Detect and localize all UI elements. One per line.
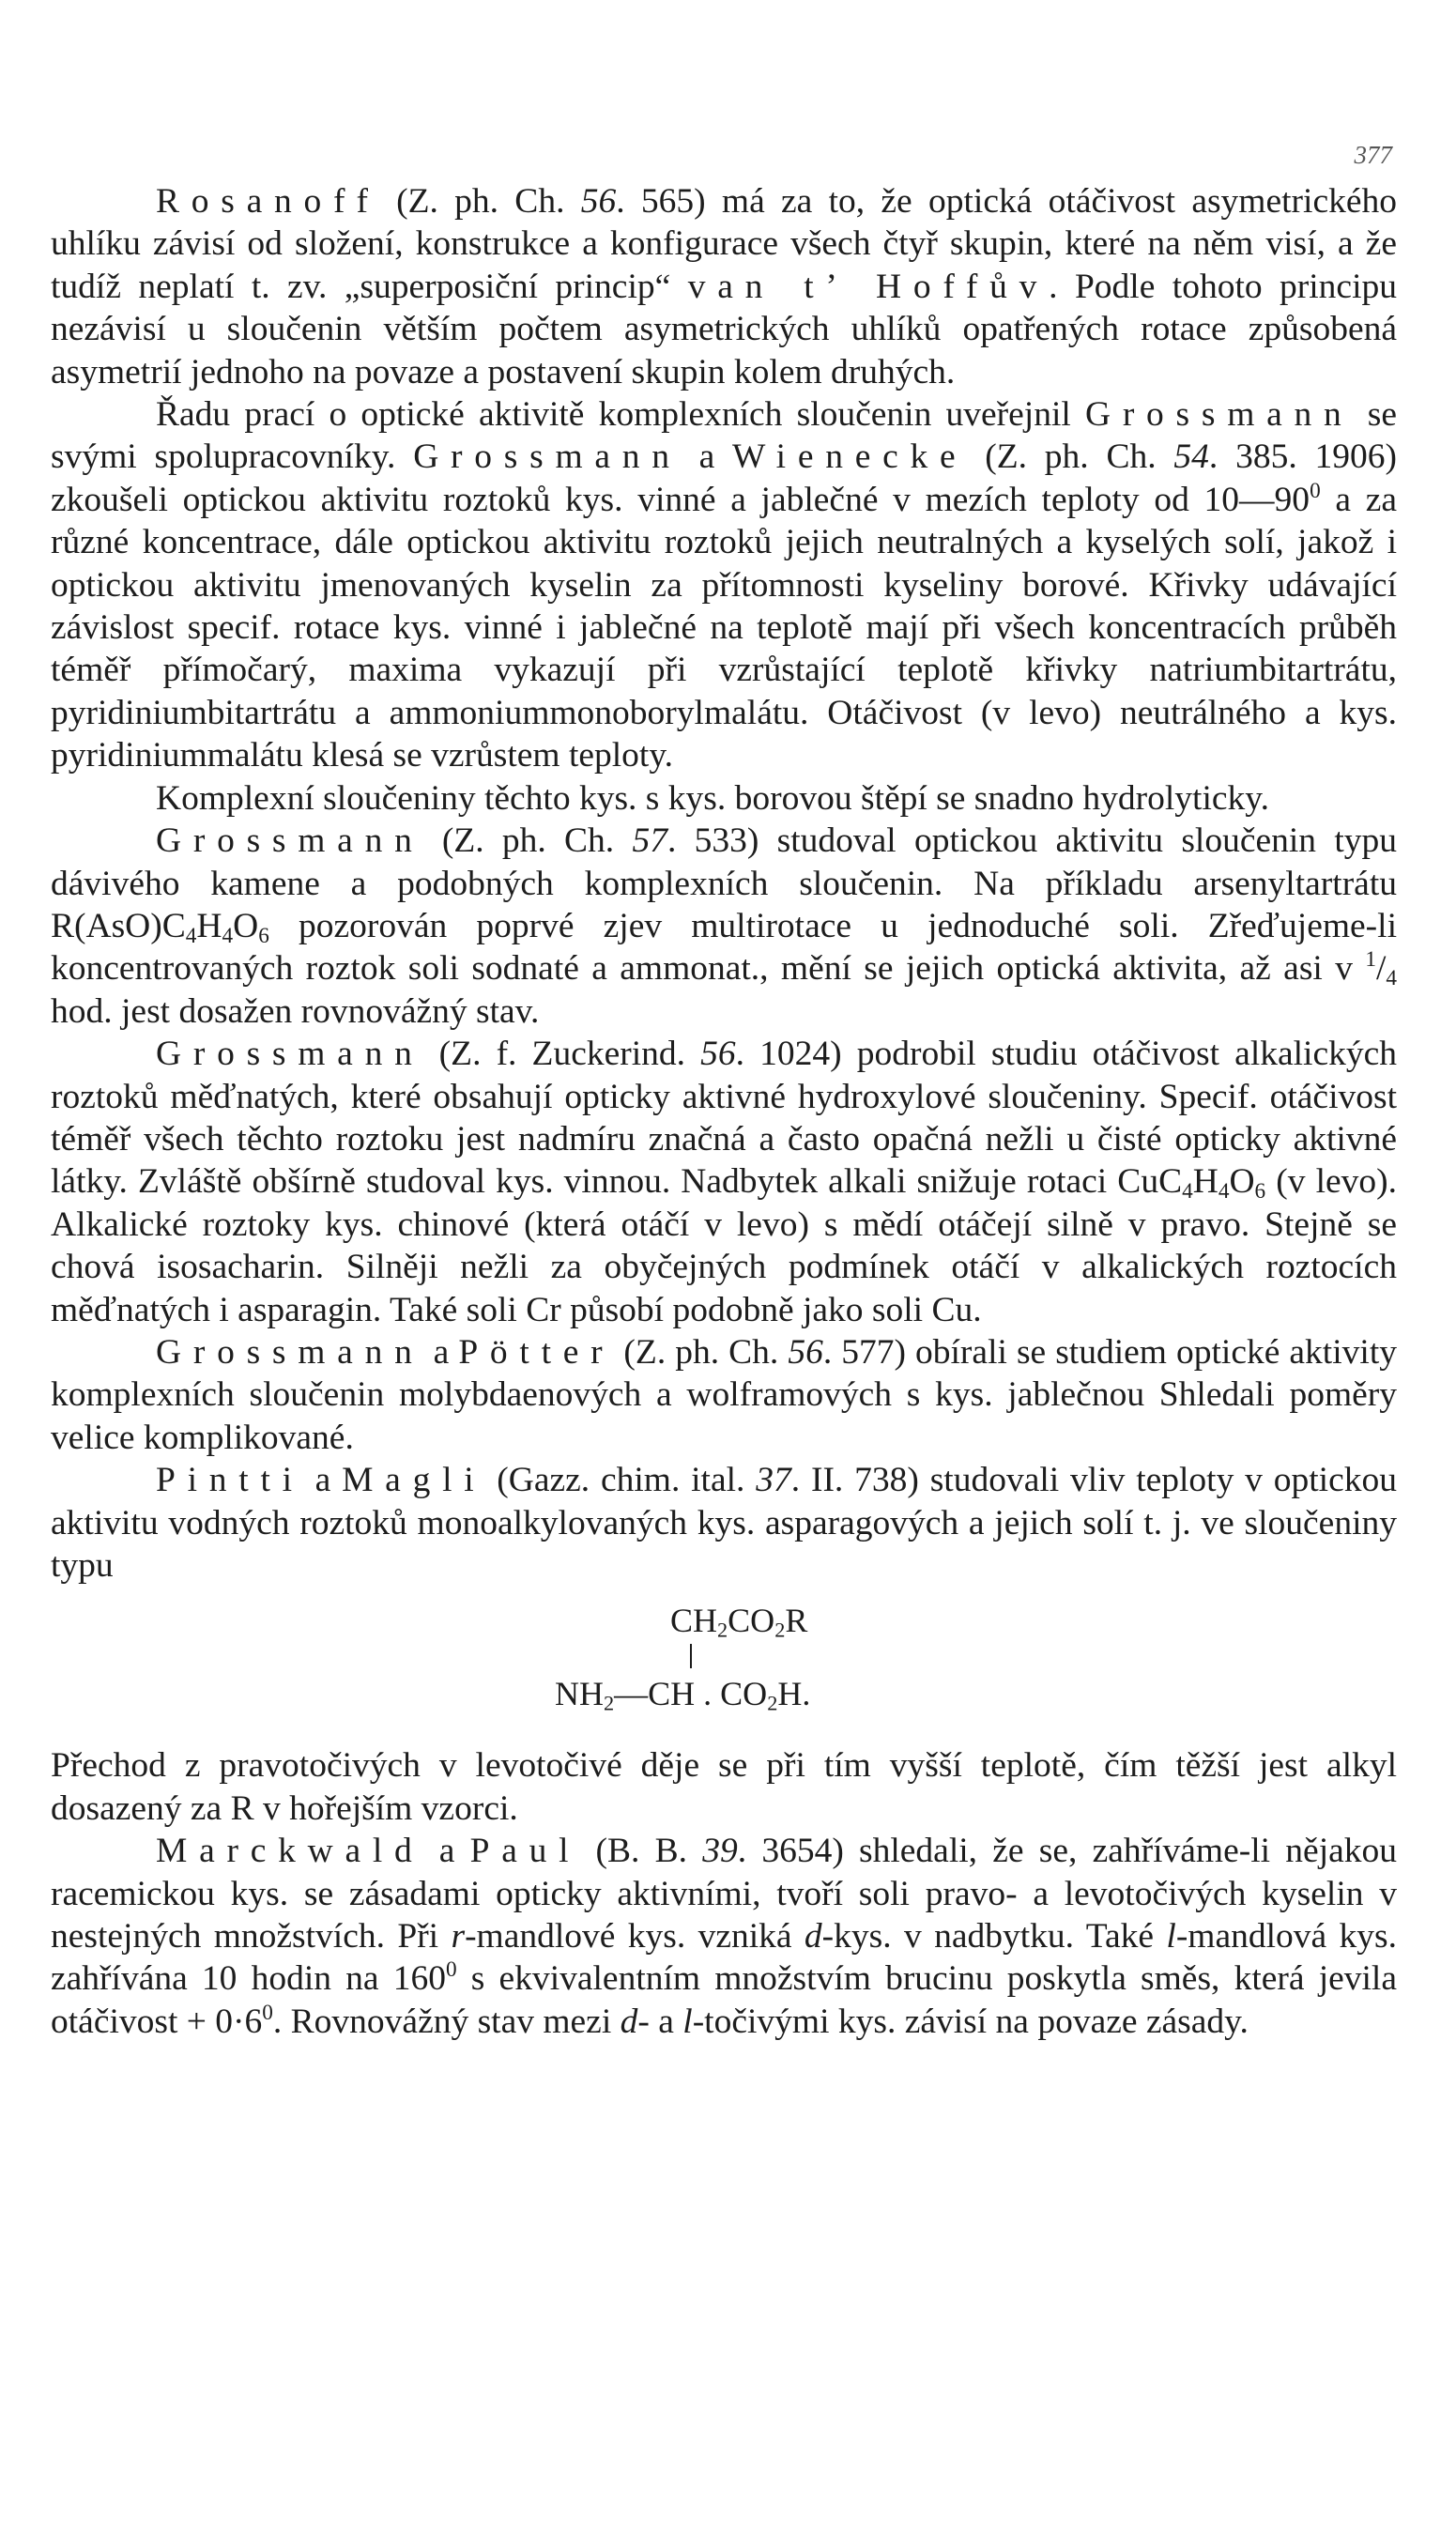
text-run: s ekvivalentním množstvím brucinu poskytla směs, která jevila otáčivost + 0·6 [51,1959,1397,2041]
text-run: -mandlové kys. vzniká [465,1917,805,1957]
chemical-formula [51,1600,1397,1741]
formula-top-line [670,1600,807,1642]
author-name: van t’ Hoffův [687,267,1050,306]
text-run: H [1192,1162,1218,1202]
body-text [51,180,1397,2043]
author-name: Paul [469,1832,581,1871]
text-run: -kys. v nadbytku. Také [821,1917,1167,1957]
text-run-it: 57 [632,821,667,861]
text-run-it: d [620,2002,638,2041]
text-run: CO [728,1602,775,1640]
text-run: a za různé koncentrace, dále optickou aktivitu roztoků jejich neutralných a kyselých solí, jakož i optickou aktivitu jmenovaných kyselin za přítomnosti kyseliny borové. Křivky udávající závislost specif. rotace kys. vinné i jablečné na teplotě mají při všech koncentracích průběh téměř přímočarý, maxima vykazují při vzrůstající teplotě křivky natriumbitartrátu, pyridiniumbitartrátu a ammoniummonoborylmalátu. Otáčivost (v levo) neutrálného a kys. pyridiniummalátu klesá se vzrůstem teploty. [51,480,1397,775]
author-name: Rosanoff [156,182,380,221]
text-run-sub: 2 [774,1618,786,1642]
text-run-sub: 2 [767,1691,778,1715]
text-run: (Z. ph. Ch. [423,821,633,861]
author-name: Magli [342,1461,486,1500]
text-run: . 533) studoval optickou aktivitu sloučenin typu dávivého kamene a podobných komplexních sloučenin. Na příkladu arsenyltartrátu R(AsO)C [51,821,1397,945]
text-run-sup: 0 [445,1957,457,1983]
text-run-it: 54 [1173,437,1209,477]
author-name: Grossmann [156,1035,424,1074]
text-run: (Z. ph. Ch. [379,182,581,221]
text-run: a [423,1832,470,1871]
text-run: (v levo). Alkalické roztoky kys. chinové (která otáčí v levo) s mědí otáčejí silně v pravo. Stejně se chová isosacharin. Silněji nežli za obyčejných podmínek otáčí v alkalických roztocích měďnatých i asparagin. Také soli Cr působí podobně jako soli Cu. [51,1162,1397,1329]
text-run: Řadu prací o optické aktivitě komplexních sloučenin uveřejnil [156,395,1085,435]
paragraph [51,1459,1397,1587]
text-run: . II. 738) studovali vliv teploty v optickou aktivitu vodných roztoků monoalkylovaných kys. asparagových a jejich solí t. j. ve sloučeniny typu [51,1461,1397,1585]
text-run-sub: 4 [185,923,197,948]
text-run: pozorován poprvé zjev multirotace u jednoduché soli. Zřeďujeme-li koncentrovaných roztok soli sodnaté a ammonat., mění se jejich optická aktivita, až asi v [51,906,1397,989]
text-run-sup: 1 [1365,947,1376,973]
author-name: Grossmann [413,437,682,477]
text-run: . 1024) podrobil studiu otáčivost alkalických roztoků měďnatých, které obsahují opticky aktivné hydroxylové sloučeniny. Specif. otáčivost téměř všech těchto roztoku jest nadmíru značná a často opačná nežli u čisté opticky aktivné látky. Zvláště obšírně studoval kys. vinnou. Nadbytek alkali snižuje rotaci CuC [51,1035,1398,1202]
text-run-sub: 4 [222,923,234,948]
text-run: Přechod z pravotočivých v levotočivé děje se při tím vyšší teplotě, čím těžší jest alkyl dosazený za R v hořejším vzorci. [51,1746,1397,1828]
text-run: se svými spolupracovníky. [51,395,1397,477]
text-run-sup: 0 [262,2000,273,2025]
text-run-it: d [804,1917,822,1957]
paragraph [51,1033,1397,1331]
author-name: Pintti [156,1461,304,1500]
text-run-sub: 4 [1182,1179,1193,1205]
author-name: Grossmann [156,1332,424,1372]
text-run-it: 39 [702,1832,738,1871]
text-run: (B. B. [580,1832,703,1871]
text-run: hod. jest dosažen rovnovážný stav. [51,991,540,1031]
text-run: -točivými kys. závisí na povaze zásady. [692,2002,1249,2041]
text-run: - a [637,2002,683,2041]
text-run: NH [555,1675,604,1713]
text-run: H [196,906,222,945]
text-run-it: r [451,1917,466,1957]
text-run-sub: 2 [717,1618,728,1642]
text-run: a [423,1332,459,1372]
text-run: (Z. ph. Ch. [967,437,1174,477]
text-run: Komplexní sloučeniny těchto kys. s kys. borovou štěpí se snadno hydrolyticky. [156,778,1269,818]
text-run-sup: 0 [1310,478,1321,503]
text-run: O [1229,1162,1255,1202]
author-name: Wienecke [732,437,968,477]
text-run-it: 56 [788,1332,823,1372]
author-name: Pötter [458,1332,615,1372]
text-run-sub: 4 [1218,1179,1230,1205]
text-run-it: 56 [700,1035,736,1074]
paragraph [51,393,1397,777]
paragraph [51,820,1397,1033]
text-run-sub: 4 [1386,966,1397,991]
text-run-it: l [1166,1917,1176,1957]
text-run: a [681,437,733,477]
text-run-it: 56 [580,182,617,221]
paragraph [51,180,1397,393]
formula-bond-line [690,1644,692,1668]
paragraph [51,1830,1397,2043]
text-run-sub: 2 [604,1691,615,1715]
text-run: (Z. ph. Ch. [614,1332,789,1372]
text-run: . 577) obírali se studiem optické aktivity komplexních sloučenin molybdaenových a wolframových s kys. jablečnou Shledali poměry velice komplikované. [51,1332,1397,1457]
paragraph [51,1331,1397,1459]
formula-bottom-line [555,1673,810,1715]
page-number: 377 [1354,141,1392,169]
author-name: Grossmann [1084,395,1354,435]
author-name: Grossmann [156,821,424,861]
text-run: . 385. 1906) zkoušeli optickou aktivitu roztoků kys. vinné a jablečné v mezích teploty od 10—90 [51,437,1397,519]
author-name: Marckwald [156,1832,424,1871]
text-run-sub: 6 [1254,1179,1266,1205]
text-run: . 3654) shledali, že se, zahříváme-li nějakou racemickou kys. se zásadami opticky aktivními, tvoří soli pravo- a levotočivých kyselin v nestejných množstvích. Při [51,1832,1398,1957]
text-run: R [785,1602,808,1640]
text-run-it: 37 [756,1461,791,1500]
text-run: (Z. f. Zuckerind. [423,1035,701,1074]
text-run: . Podle tohoto principu nezávisí u sloučenin větším počtem asymetrických uhlíků opatřených rotace způsobená asymetrií jednoho na povaze a postavení skupin kolem druhých. [51,267,1397,391]
text-run: -mandlová kys. zahřívána 10 hodin na 160 [51,1917,1397,1999]
text-run: (Gazz. chim. ital. [485,1461,757,1500]
text-run: CH [670,1602,718,1640]
text-run-it: l [682,2002,693,2041]
text-run: O [233,906,259,945]
text-run: a [303,1461,343,1500]
paragraph [51,1744,1397,1830]
text-run-sub: 6 [258,923,269,948]
text-run: —CH . CO [614,1675,768,1713]
text-run: H. [777,1675,811,1713]
paragraph [51,777,1397,820]
text-run: . Rovnovážný stav mezi [272,2002,621,2041]
text-run: / [1375,949,1387,989]
text-run: . 565) má za to, že optická otáčivost asymetrického uhlíku závisí od složení, konstrukce a konfigurace všech čtyř skupin, které na něm visí, a že tudíž neplatí t. zv. „superposiční princip“ [51,182,1397,306]
